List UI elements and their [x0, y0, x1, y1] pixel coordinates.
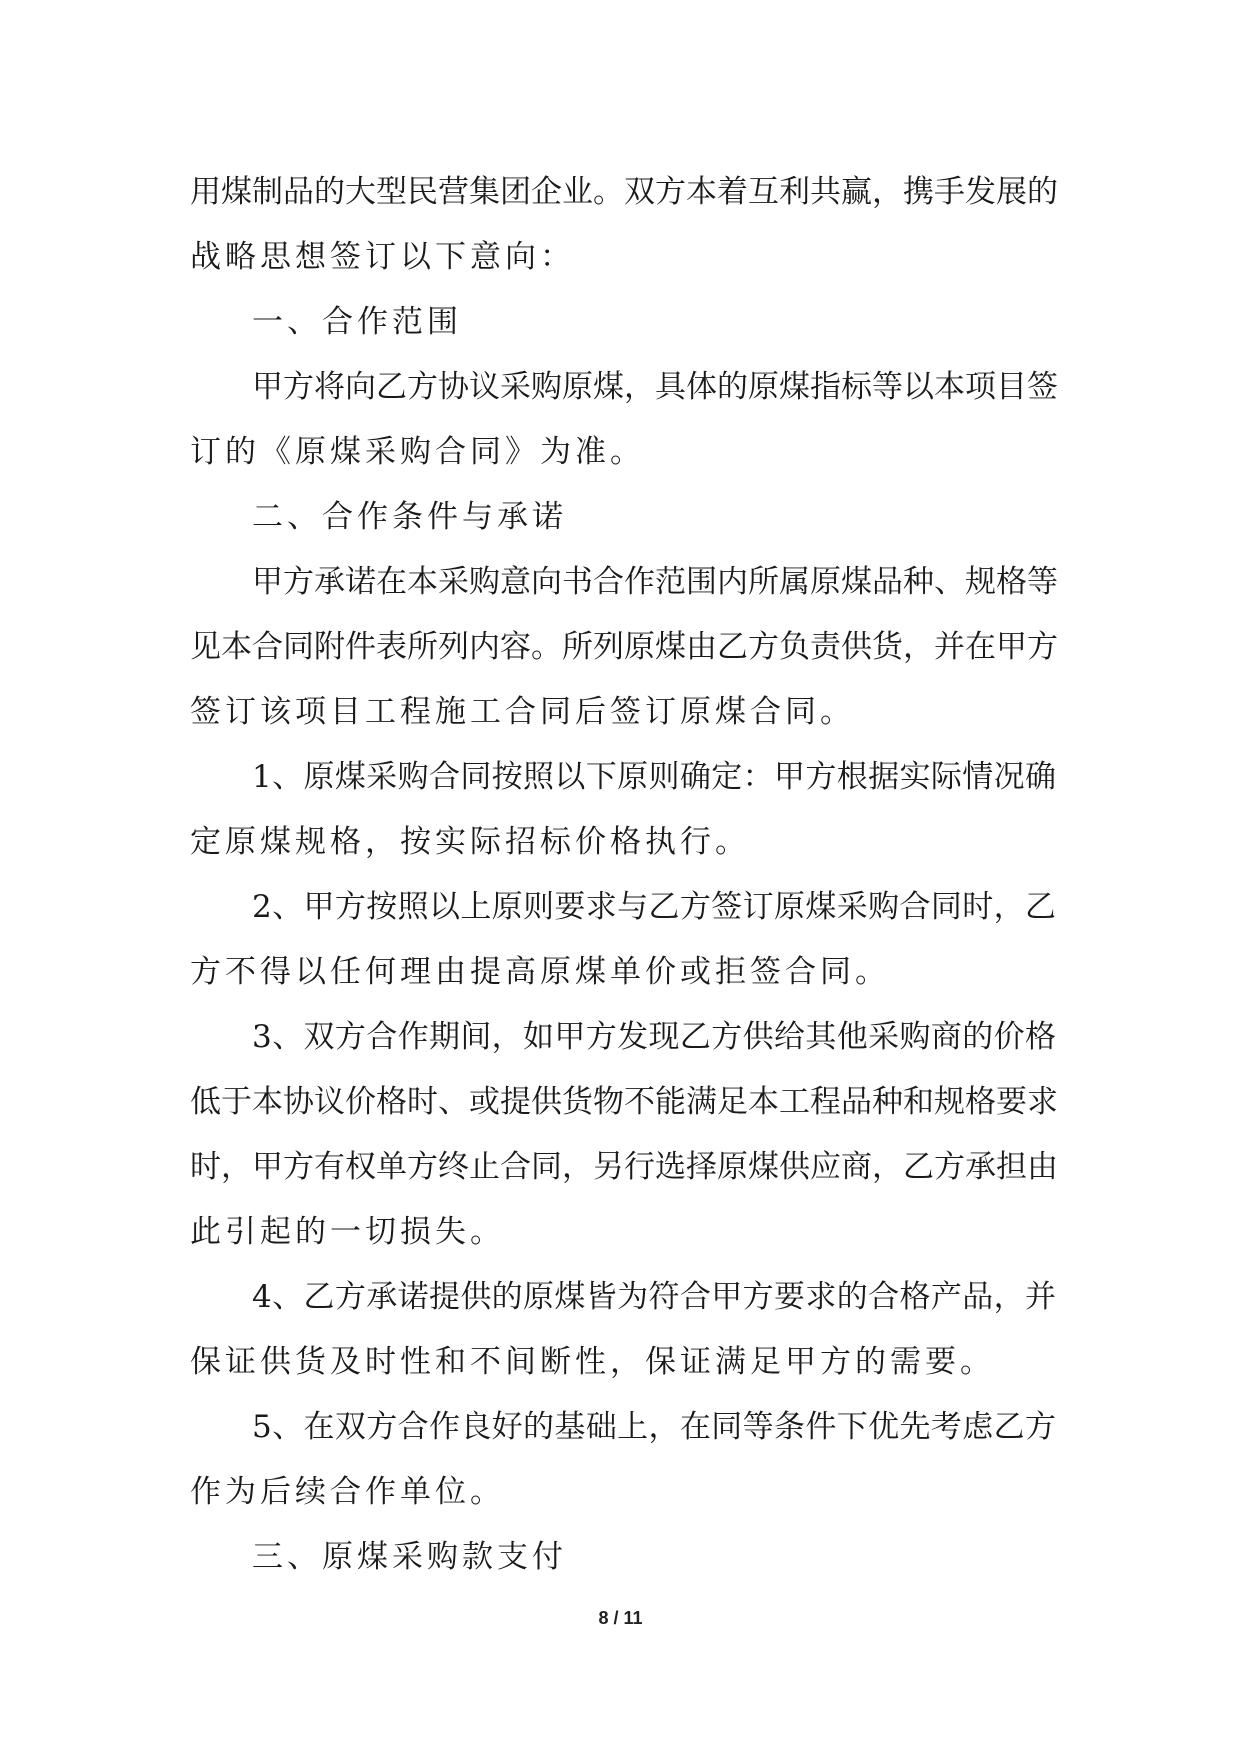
- text-line: 甲方将向乙方协议采购原煤，具体的原煤指标等以本项目签: [252, 369, 1058, 405]
- text-line: 用煤制品的大型民营集团企业。双方本着互利共赢，携手发展的: [190, 174, 1058, 210]
- text-line: 甲方承诺在本采购意向书合作范围内所属原煤品种、规格等: [252, 564, 1058, 600]
- text-line: 订的《原煤采购合同》为准。: [190, 434, 645, 470]
- text-line: 方不得以任何理由提高原煤单价或拒签合同。: [190, 954, 890, 990]
- page-number: 8 / 11: [598, 1608, 643, 1628]
- text-line: 2、甲方按照以上原则要求与乙方签订原煤采购合同时，乙: [252, 889, 1056, 925]
- text-line: 4、乙方承诺提供的原煤皆为符合甲方要求的合格产品，并: [252, 1279, 1056, 1315]
- text-line: 此引起的一切损失。: [190, 1214, 505, 1250]
- text-line: 3、双方合作期间，如甲方发现乙方供给其他采购商的价格: [252, 1019, 1056, 1055]
- section-heading: 二、合作条件与承诺: [252, 499, 567, 535]
- section-heading: 三、原煤采购款支付: [252, 1539, 567, 1575]
- section-heading: 一、合作范围: [252, 304, 462, 340]
- text-line: 见本合同附件表所列内容。所列原煤由乙方负责供货，并在甲方: [190, 629, 1058, 665]
- text-line: 定原煤规格，按实际招标价格执行。: [190, 824, 750, 860]
- text-line: 低于本协议价格时、或提供货物不能满足本工程品种和规格要求: [190, 1084, 1058, 1120]
- text-line: 战略思想签订以下意向：: [190, 239, 575, 275]
- text-line: 时，甲方有权单方终止合同，另行选择原煤供应商，乙方承担由: [190, 1149, 1058, 1185]
- text-line: 作为后续合作单位。: [190, 1474, 505, 1510]
- document-body: [190, 160, 1056, 1590]
- text-line: 保证供货及时性和不间断性，保证满足甲方的需要。: [190, 1344, 995, 1380]
- text-line: 5、在双方合作良好的基础上，在同等条件下优先考虑乙方: [252, 1409, 1056, 1445]
- text-line: 签订该项目工程施工合同后签订原煤合同。: [190, 694, 855, 730]
- text-line: 1、原煤采购合同按照以下原则确定：甲方根据实际情况确: [252, 759, 1056, 795]
